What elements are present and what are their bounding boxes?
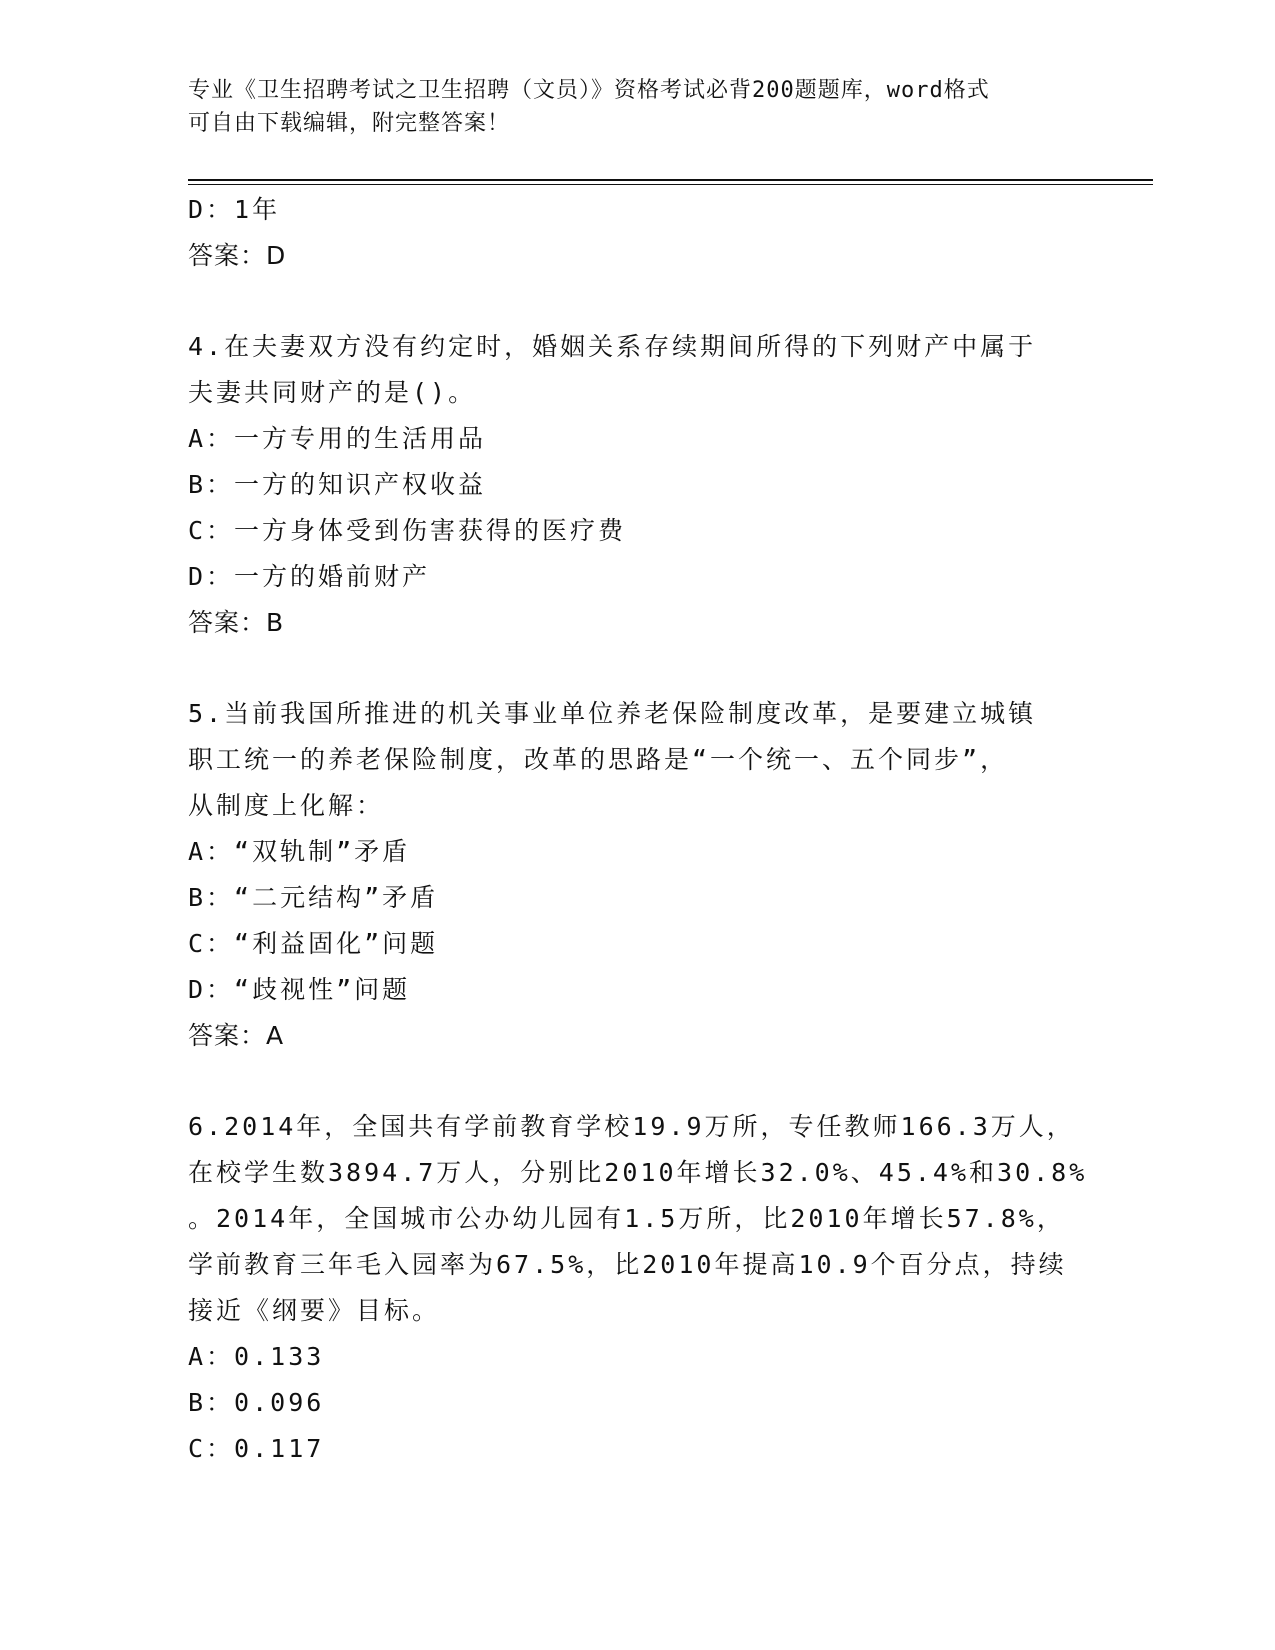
question-5 [188,691,1118,1059]
q6-stem-line-2: 在校学生数3894.7万人，分别比2010年增长32.0%、45.4%和30.8% [188,1158,1088,1187]
q4-option-a: A：一方专用的生活用品 [188,424,487,453]
q4-stem-line-1: 4.在夫妻双方没有约定时，婚姻关系存续期间所得的下列财产中属于 [188,332,1037,361]
q5-stem-line-2: 职工统一的养老保险制度，改革的思路是“一个统一、五个同步”， [188,745,1009,774]
question-gap [188,646,1118,691]
q5-stem-line-3: 从制度上化解： [188,791,385,820]
question-gap [188,279,1118,324]
q6-stem-line-3: 。2014年，全国城市公办幼儿园有1.5万所，比2010年增长57.8%， [188,1204,1065,1233]
q6-stem-line-1: 6.2014年，全国共有学前教育学校19.9万所，专任教师166.3万人， [188,1112,1075,1141]
header-divider-thick [188,179,1153,181]
header-divider-thin [188,184,1153,185]
q4-answer: 答案：B [188,608,285,637]
q5-option-d: D：“歧视性”问题 [188,975,411,1004]
question-6 [188,1104,1118,1472]
q4-option-d: D：一方的婚前财产 [188,562,431,591]
q5-answer: 答案：A [188,1021,285,1050]
q4-option-c: C：一方身体受到伤害获得的医疗费 [188,516,627,545]
q3-answer: 答案：D [188,241,287,270]
question-gap [188,1059,1118,1104]
q5-stem-line-1: 5.当前我国所推进的机关事业单位养老保险制度改革，是要建立城镇 [188,699,1037,728]
q4-option-b: B：一方的知识产权收益 [188,470,487,499]
question-content [188,187,1118,1472]
q4-stem-line-2: 夫妻共同财产的是()。 [188,378,477,407]
q5-option-c: C：“利益固化”问题 [188,929,439,958]
header-line-1: 专业《卫生招聘考试之卫生招聘（文员）》资格考试必背200题题库，word格式 [188,78,990,103]
q5-option-a: A：“双轨制”矛盾 [188,837,411,866]
q3-option-d: D：1年 [188,195,281,224]
q6-option-c: C：0.117 [188,1434,325,1463]
q6-option-b: B：0.096 [188,1388,325,1417]
header-line-2: 可自由下载编辑，附完整答案！ [188,111,511,136]
q5-option-b: B：“二元结构”矛盾 [188,883,439,912]
document-header [188,74,1088,140]
q6-stem-line-4: 学前教育三年毛入园率为67.5%，比2010年提高10.9个百分点，持续 [188,1250,1067,1279]
q6-option-a: A：0.133 [188,1342,325,1371]
q6-stem-line-5: 接近《纲要》目标。 [188,1296,441,1325]
question-4 [188,324,1118,646]
